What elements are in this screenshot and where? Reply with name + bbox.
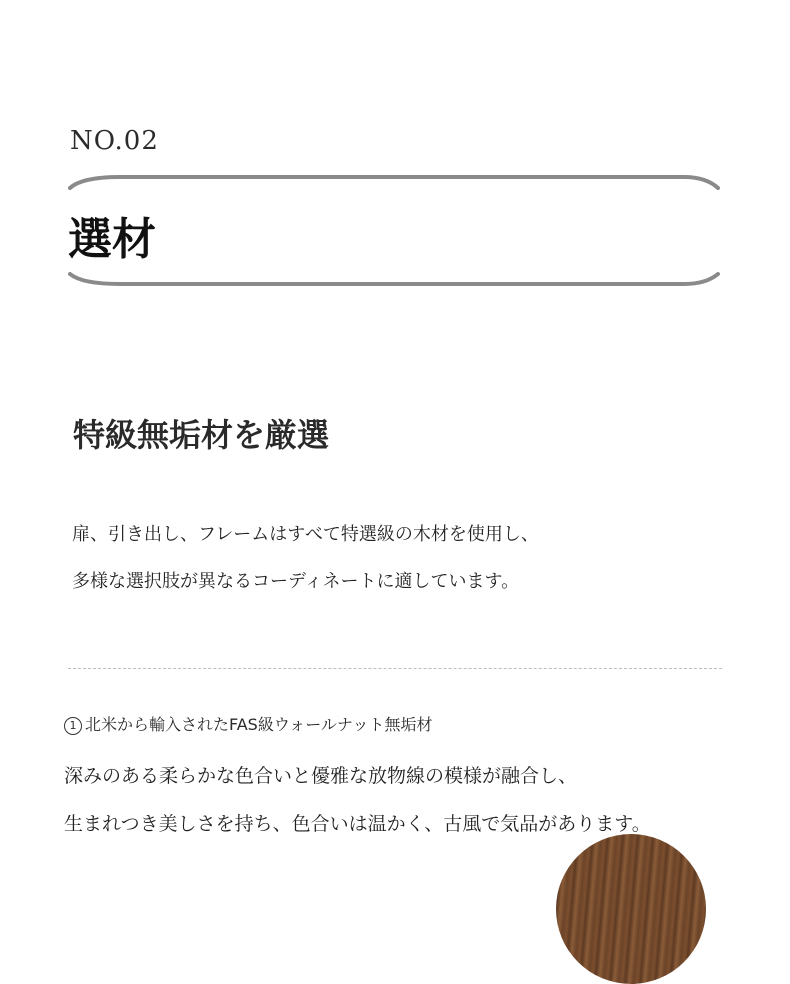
section-title: 選材	[68, 214, 156, 265]
walnut-wood-image	[556, 834, 706, 984]
item-description-line-1: 深みのある柔らかな色合いと優雅な放物線の模様が融合し、	[64, 765, 578, 787]
dashed-divider	[68, 668, 722, 669]
intro-line-1: 扉、引き出し、フレームはすべて特選級の木材を使用し、	[72, 524, 539, 545]
item-heading-text: 北米から輸入されたFAS級ウォールナット無垢材	[85, 715, 433, 734]
section-number: NO.02	[70, 126, 159, 156]
intro-line-2: 多様な選択肢が異なるコーディネートに適しています。	[72, 571, 520, 592]
headline: 特級無垢材を厳選	[73, 416, 330, 454]
item-heading	[64, 712, 433, 735]
circled-number-icon: 1	[64, 717, 82, 735]
title-frame	[66, 172, 722, 290]
title-frame-border	[66, 172, 722, 290]
item-description-line-2: 生まれつき美しさを持ち、色合いは温かく、古風で気品があります。	[64, 813, 651, 835]
